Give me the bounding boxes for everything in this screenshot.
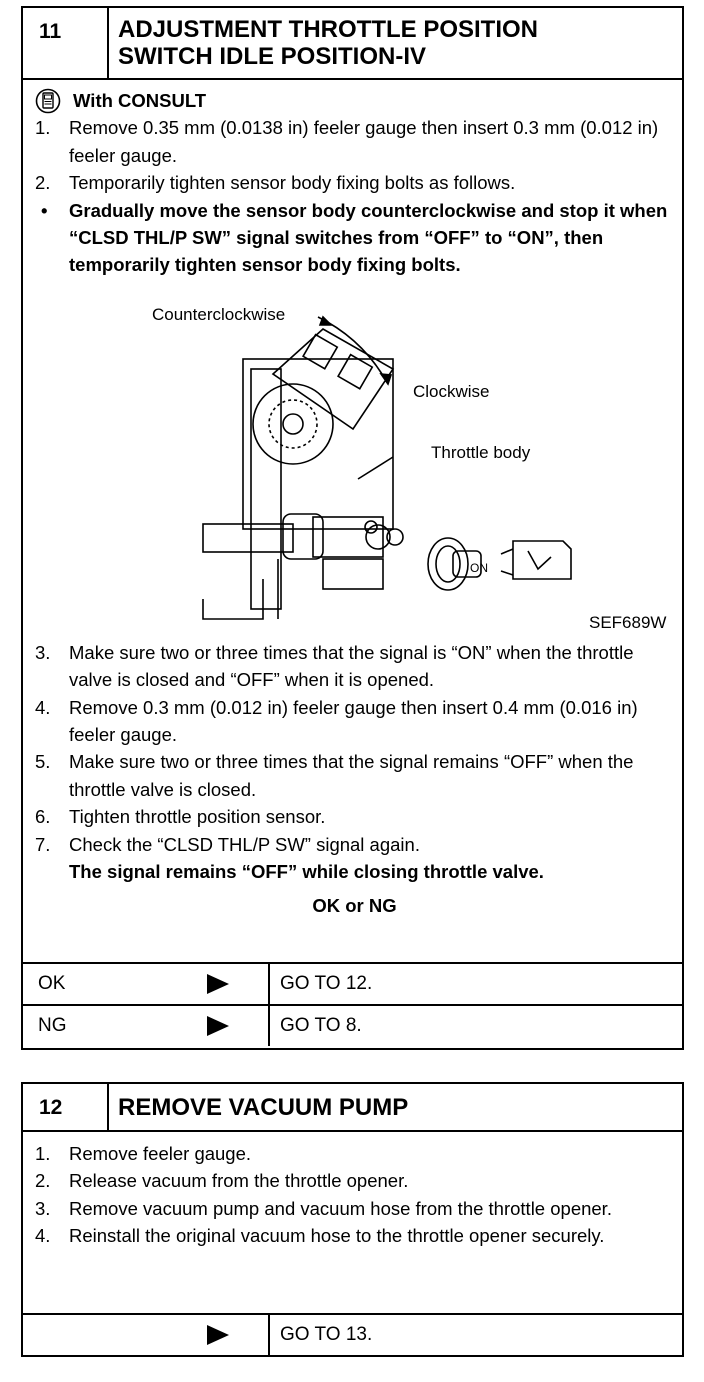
item-text: Temporarily tighten sensor body fixing bolts as follows. bbox=[69, 172, 516, 194]
item-text: Remove 0.3 mm (0.012 in) feeler gauge then insert 0.4 mm (0.016 in) feeler gauge. bbox=[69, 696, 638, 746]
label-clockwise: Clockwise bbox=[413, 381, 490, 401]
goto-link[interactable]: GO TO 12. bbox=[268, 964, 372, 1004]
step-11-item-1 bbox=[35, 114, 674, 169]
step-12-row-next[interactable] bbox=[23, 1313, 682, 1355]
step-11-title-line2: SWITCH IDLE POSITION-IV bbox=[118, 43, 427, 70]
bullet-text: Gradually move the sensor body counterclockwise and stop it when “CLSD THL/P SW” signal switches from “OFF” to “ON”, then temporarily tighten sensor body fixing bolts. bbox=[69, 199, 668, 276]
step-12-item-1 bbox=[35, 1140, 674, 1167]
item-number: 2. bbox=[35, 172, 51, 194]
figure-id: SEF689W bbox=[589, 612, 667, 632]
step-11-item-4 bbox=[35, 694, 674, 749]
item-text: Make sure two or three times that the signal remains “OFF” when the throttle valve is closed. bbox=[69, 751, 634, 800]
row-key: NG bbox=[38, 1015, 67, 1036]
item-number: 4. bbox=[35, 696, 51, 718]
item-text: Reinstall the original vacuum hose to the throttle opener securely. bbox=[69, 1225, 605, 1247]
step-11-item-3 bbox=[35, 639, 674, 694]
step-11-result bbox=[35, 858, 674, 885]
step-12-item-4 bbox=[35, 1222, 674, 1249]
step-12-item-3 bbox=[35, 1195, 674, 1222]
item-text: Release vacuum from the throttle opener. bbox=[69, 1170, 409, 1192]
step-11-bullet bbox=[35, 197, 674, 279]
label-key-on: ON bbox=[470, 560, 488, 575]
step-12-item-2 bbox=[35, 1167, 674, 1194]
arrow-right-icon bbox=[207, 974, 229, 994]
step-11-number: 11 bbox=[23, 8, 109, 78]
arrow-right-icon bbox=[207, 1016, 229, 1036]
item-text: Remove 0.35 mm (0.0138 in) feeler gauge then insert 0.3 mm (0.012 in) feeler gauge. bbox=[69, 117, 659, 166]
step-11-header bbox=[23, 8, 682, 80]
goto-link[interactable]: GO TO 13. bbox=[268, 1315, 372, 1355]
step-11-box bbox=[21, 6, 684, 1050]
item-number: 5. bbox=[35, 751, 51, 773]
row-key: OK bbox=[38, 973, 66, 994]
throttle-sensor-figure bbox=[23, 279, 674, 639]
step-12-header bbox=[23, 1084, 682, 1132]
step-11-item-5 bbox=[35, 748, 674, 803]
item-text: Make sure two or three times that the signal is “ON” when the throttle valve is closed and “OFF” when it is opened. bbox=[69, 641, 634, 691]
consult-label: With CONSULT bbox=[73, 90, 207, 111]
step-11-title bbox=[118, 16, 678, 70]
item-number: 7. bbox=[35, 833, 51, 855]
step-12-number: 12 bbox=[23, 1084, 109, 1130]
item-text: Remove feeler gauge. bbox=[69, 1143, 252, 1164]
item-text: Tighten throttle position sensor. bbox=[69, 806, 326, 828]
step-11-item-6 bbox=[35, 803, 674, 830]
item-number: 1. bbox=[35, 1143, 51, 1164]
item-number: 2. bbox=[35, 1170, 51, 1192]
bullet-icon: • bbox=[41, 199, 48, 221]
ok-or-ng-question: OK or NG bbox=[312, 894, 397, 916]
step-11-item-7 bbox=[35, 831, 674, 858]
step-11-title-line1: ADJUSTMENT THROTTLE POSITION bbox=[118, 16, 538, 43]
goto-link[interactable]: GO TO 8. bbox=[268, 1006, 362, 1046]
step-12-box bbox=[21, 1082, 684, 1357]
item-number: 1. bbox=[35, 117, 51, 139]
step-11-row-ng[interactable] bbox=[23, 1004, 682, 1046]
item-text: Remove vacuum pump and vacuum hose from the throttle opener. bbox=[69, 1197, 612, 1219]
item-number: 6. bbox=[35, 806, 51, 828]
item-text: Check the “CLSD THL/P SW” signal again. bbox=[69, 833, 420, 855]
item-number: 4. bbox=[35, 1225, 51, 1247]
label-throttle-body: Throttle body bbox=[431, 442, 531, 462]
step-12-body bbox=[35, 1140, 674, 1250]
throttle-body-illustration bbox=[23, 279, 686, 639]
step-11-item-2 bbox=[35, 169, 674, 196]
label-counterclockwise: Counterclockwise bbox=[152, 304, 286, 324]
item-number: 3. bbox=[35, 641, 51, 663]
step-12-title: REMOVE VACUUM PUMP bbox=[118, 1094, 409, 1121]
consult-heading bbox=[35, 87, 674, 114]
item-number: 3. bbox=[35, 1197, 51, 1219]
result-text: The signal remains “OFF” while closing throttle valve. bbox=[69, 861, 544, 883]
step-11-body bbox=[35, 87, 674, 919]
consult-tool-icon bbox=[35, 88, 61, 114]
arrow-right-icon bbox=[207, 1325, 229, 1345]
step-11-row-ok[interactable] bbox=[23, 962, 682, 1004]
